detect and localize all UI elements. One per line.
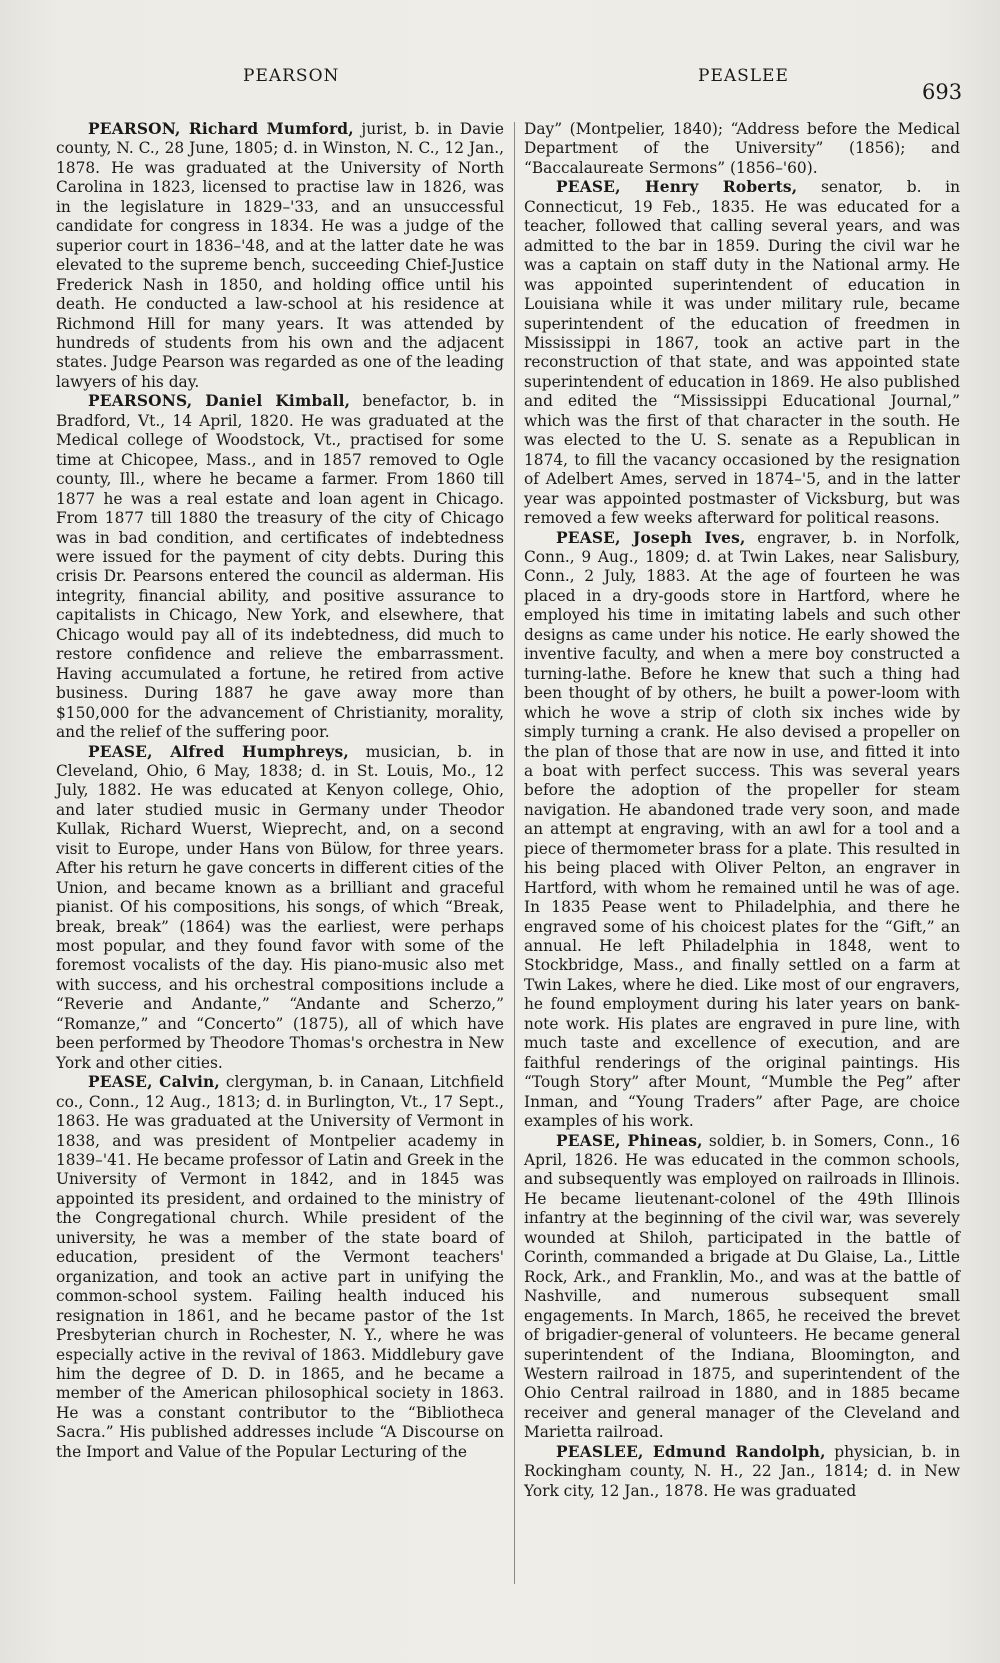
running-head-right: PEASLEE <box>698 66 789 86</box>
entry-pearsons-daniel <box>56 392 504 742</box>
entry-text: musician, b. in Cleveland, Ohio, 6 May, 1838; d. in St. Louis, Mo., 12 July, 1882. He was educated at Kenyon college, Ohio, and later studied music in Germany under Theodor Kullak, Richard Wuerst, Wieprecht, and, on a second visit to Europe, under Hans von Bülow, for three years. After his return he gave concerts in different cities of the Union, and became known as a brilliant and graceful pianist. Of his compositions, his songs, of which “Break, break, break” (1864) was the earliest, were perhaps most popular, and they found favor with some of the foremost vocalists of the day. His piano-music also met with success, and his orchestral compositions include a “Reverie and Andante,” “Andante and Scherzo,” “Romanze,” and “Concerto” (1875), all of which have been performed by Theodore Thomas's orchestra in New York and other cities. <box>56 742 505 1072</box>
left-column <box>56 120 504 1462</box>
column-divider <box>514 122 515 1584</box>
entry-text: benefactor, b. in Bradford, Vt., 14 April, 1820. He was graduated at the Medical college of Woodstock, Vt., practised for some time at Chicopee, Mass., and in 1857 removed to Ogle county, Ill., where he became a farmer. From 1860 till 1877 he was a real estate and loan agent in Chicago. From 1877 till 1880 the treasury of the city of Chicago was in bad condition, and certificates of indebtedness were issued for the payment of city debts. During this crisis Dr. Pearsons entered the council as alderman. His integrity, financial ability, and positive assurance to capitalists in Chicago, New York, and elsewhere, that Chicago would pay all of its indebtedness, did much to restore confidence and relieve the embarrassment. Having accumulated a fortune, he retired from active business. During 1887 he gave away more than $150,000 for the advancement of Christianity, morality, and the relief of the suffering poor. <box>56 392 504 742</box>
entry-headword: PEARSONS, Daniel Kimball, <box>88 392 351 411</box>
entry-peaslee-edmund <box>524 1443 960 1501</box>
entry-text: jurist, b. in Davie county, N. C., 28 June, 1805; d. in Winston, N. C., 12 Jan., 1878. He was graduated at the University of North Carolina in 1823, licensed to practise law in 1826, was in the legislature in 1829–'33, and an unsuccessful candidate for congress in 1834. He was a judge of the superior court in 1836–'48, and at the latter date he was elevated to the supreme bench, succeeding Chief-Justice Frederick Nash in 1850, and holding office until his death. He conducted a law-school at his residence at Richmond Hill for many years. It was attended by hundreds of students from his own and the adjacent states. Judge Pearson was regarded as one of the leading lawyers of his day. <box>56 120 504 391</box>
entry-headword: PEASE, Henry Roberts, <box>556 178 798 197</box>
page-number: 693 <box>922 80 963 104</box>
entry-pease-joseph <box>524 529 960 1132</box>
entry-pease-alfred <box>56 743 504 1074</box>
entry-headword: PEASLEE, Edmund Randolph, <box>556 1442 826 1461</box>
entry-pearson-richard <box>56 120 504 392</box>
entry-text: engraver, b. in Norfolk, Conn., 9 Aug., 1809; d. at Twin Lakes, near Salisbury, Conn., 2 July, 1883. At the age of fourteen he was placed in a dry-goods store in Hartford, where he employed his time in imitating labels and such other designs as came under his notice. He early showed the inventive faculty, and when a mere boy constructed a turning-lathe. Before he knew that such a thing had been thought of by others, he built a power-loom with which he wove a strip of cloth six inches wide by simply turning a crank. He also devised a propeller on the plan of those that are now in use, and fitted it into a boat with perfect success. This was several years before the adoption of the propeller for steam navigation. He abandoned trade very soon, and made an attempt at engraving, with an awl for a tool and a piece of thermometer brass for a plate. This resulted in his being placed with Oliver Pelton, an engraver in Hartford, with whom he remained until he was of age. In 1835 Pease went to Philadelphia, and there he engraved some of his choicest plates for the “Gift,” an annual. He left Philadelphia in 1848, went to Stockbridge, Mass., and finally settled on a farm at Twin Lakes, where he died. Like most of our engravers, he found employment during his later years on bank-note work. His plates are engraved in pure line, with much taste and excellence of execution, and are faithful renderings of the original paintings. His “Tough Story” after Mount, “Mumble the Peg” after Inman, and “Young Traders” after Page, are choice examples of his work. <box>524 528 960 1131</box>
entry-pease-phineas <box>524 1132 960 1443</box>
entry-headword: PEASE, Phineas, <box>556 1131 703 1150</box>
entry-headword: PEASE, Calvin, <box>88 1073 220 1092</box>
entry-text: senator, b. in Connecticut, 19 Feb., 1835. He was educated for a teacher, followed that calling several years, and was admitted to the bar in 1859. During the civil war he was a captain on staff duty in the National army. He was appointed superintendent of education in Louisiana while it was under military rule, became superintendent of the education of freedmen in Mississippi in 1867, took an active part in the reconstruction of that state, and was appointed state superintendent of education in 1869. He also published and edited the “Mississippi Educational Journal,” which was the first of that character in the south. He was elected to the U. S. senate as a Republican in 1874, to fill the vacancy occasioned by the resignation of Adelbert Ames, served in 1874–'5, and in the latter year was appointed postmaster of Vicksburg, but was removed a few weeks afterward for political reasons. <box>524 178 960 528</box>
entry-headword: PEASE, Joseph Ives, <box>556 528 746 547</box>
entry-pease-henry <box>524 178 960 528</box>
entry-text: clergyman, b. in Canaan, Litchfield co., Conn., 12 Aug., 1813; d. in Burlington, Vt., 17 Sept., 1863. He was graduated at the University of Vermont in 1838, and was president of Montpelier academy in 1839–'41. He became professor of Latin and Greek in the University of Vermont in 1842, and in 1845 was appointed its president, and ordained to the ministry of the Congregational church. While president of the university, he was a member of the state board of education, president of the Vermont teachers' organization, and took an active part in unifying the common-school system. Failing health induced his resignation in 1861, and he became pastor of the 1st Presbyterian church in Rochester, N. Y., where he was especially active in the revival of 1863. Middlebury gave him the degree of D. D. in 1865, and he became a member of the American philosophical society in 1863. He was a constant contributor to the “Bibliotheca Sacra.” His published addresses include “A Discourse on the Import and Value of the Popular Lecturing of the <box>56 1073 504 1461</box>
entry-text: soldier, b. in Somers, Conn., 16 April, 1826. He was educated in the common schools, and subsequently was employed on railroads in Illinois. He became lieutenant-colonel of the 49th Illinois infantry at the beginning of the civil war, was severely wounded at Shiloh, participated in the battle of Corinth, commanded a brigade at Du Glaise, La., Little Rock, Ark., and Franklin, Mo., and was at the battle of Nashville, and numerous subsequent small engagements. In March, 1865, he received the brevet of brigadier-general of volunteers. He became general superintendent of the Indiana, Bloomington, and Western railroad in 1875, and superintendent of the Ohio Central railroad in 1880, and in 1885 became receiver and general manager of the Cleveland and Marietta railroad. <box>524 1131 960 1442</box>
running-head-left: PEARSON <box>243 66 340 86</box>
right-column <box>524 120 960 1501</box>
entry-headword: PEASE, Alfred Humphreys, <box>88 742 349 761</box>
entry-headword: PEARSON, Richard Mumford, <box>88 120 354 138</box>
entry-continuation: Day” (Montpelier, 1840); “Address before the Medical Department of the University” (1856); and “Baccalaureate Sermons” (1856–'60). <box>524 120 960 177</box>
entry-text: physician, b. in Rockingham county, N. H., 22 Jan., 1814; d. in New York city, 12 Jan., 1878. He was graduated <box>524 1442 961 1500</box>
entry-pease-calvin <box>56 1073 504 1462</box>
